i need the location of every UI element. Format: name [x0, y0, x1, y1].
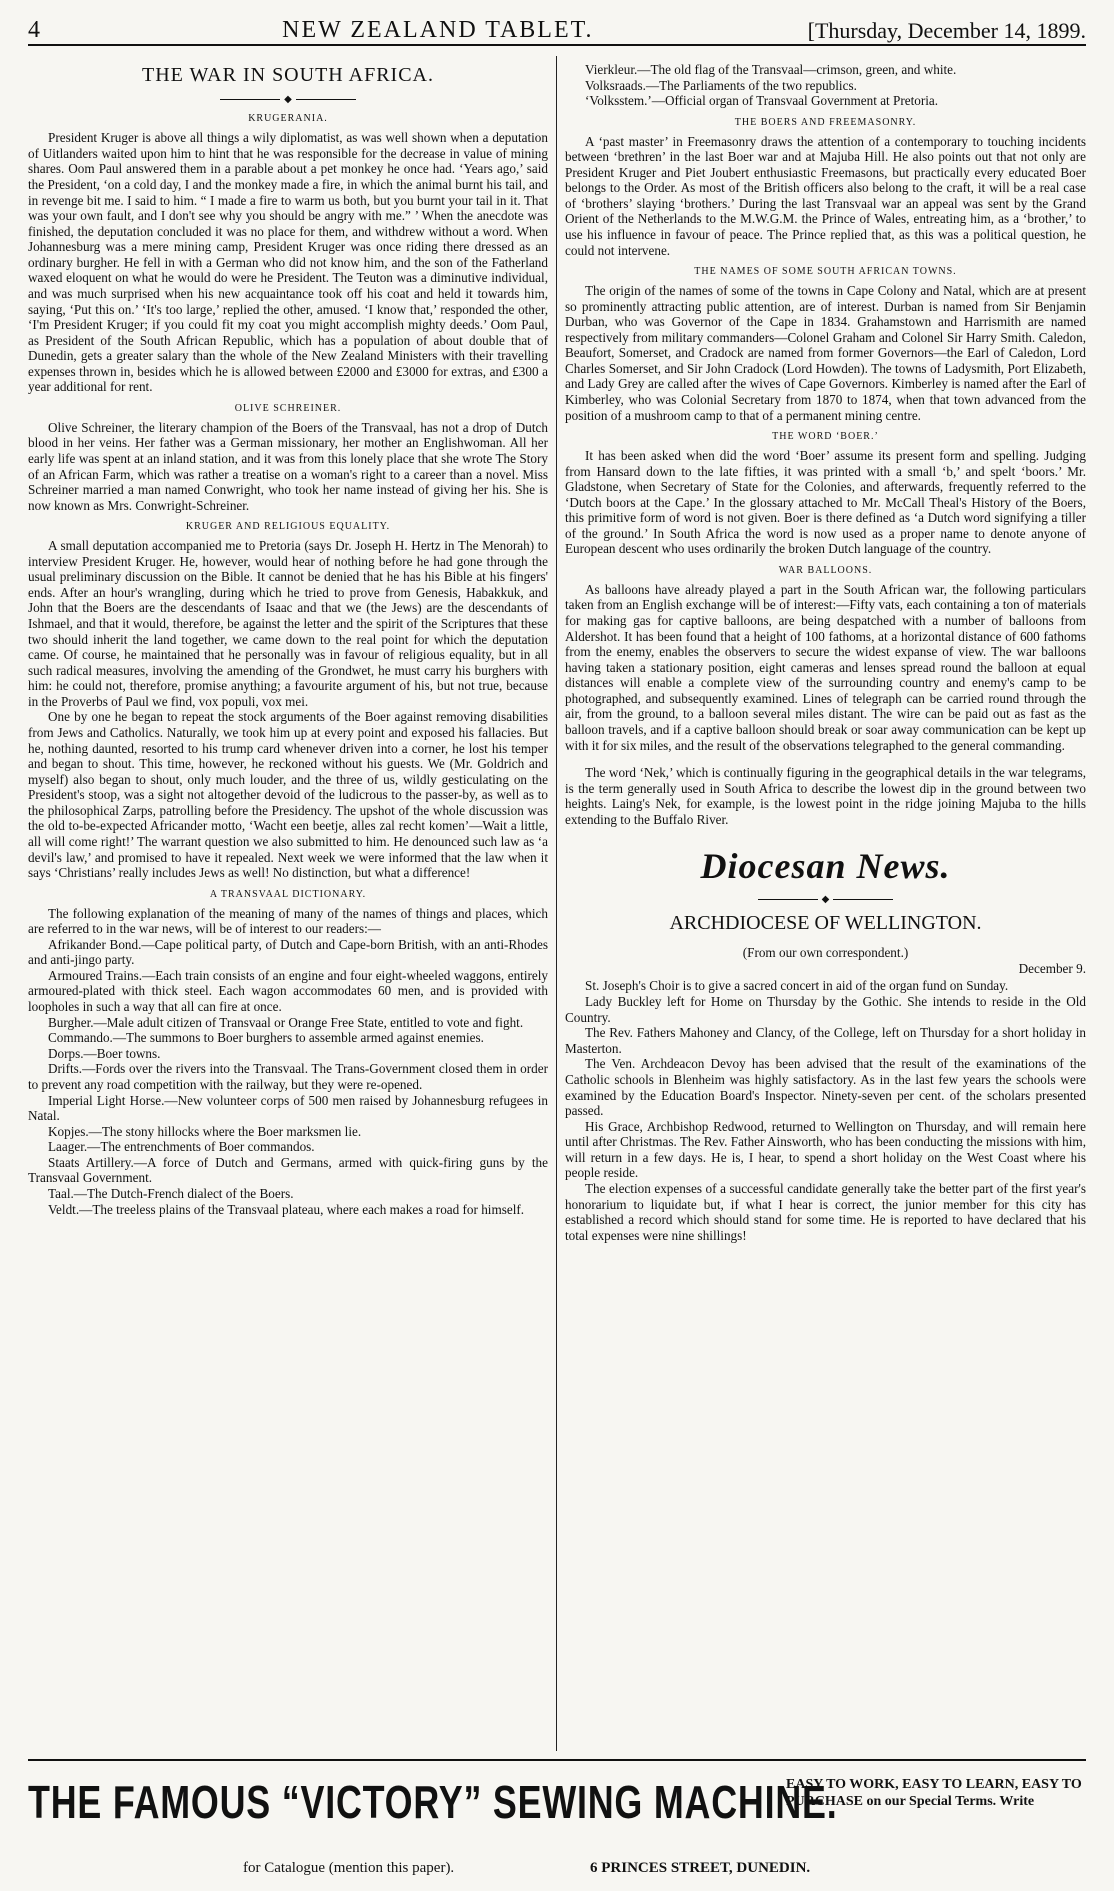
- dispatch-date: December 9.: [1018, 960, 1086, 976]
- archdiocese-title: ARCHDIOCESE OF WELLINGTON.: [669, 911, 982, 934]
- ad-address: 6 PRINCES STREET, DUNEDIN.: [590, 1860, 811, 1876]
- dictionary-entry: Staats Artillery.—A force of Dutch and Germans, armed with quick-firing guns by the Transvaal Government.: [28, 1154, 548, 1186]
- issue-date: [Thursday, December 14, 1899.: [807, 18, 1086, 43]
- column-divider: [556, 56, 557, 1751]
- news-paragraph: The election expenses of a successful candidate generally take the better part of the first year's honorarium to liquidate but, if what I hear is correct, the junior member for this city has established a record which should stand for some time. He is reported to have declared that his total expenses were nine shillings!: [565, 1181, 1086, 1243]
- section-heading: THE BOERS AND FREEMASONRY.: [734, 116, 917, 128]
- dictionary-entry: ‘Volksstem.’—Official organ of Transvaal Government at Pretoria.: [585, 93, 939, 109]
- dictionary-entry: Laager.—The entrenchments of Boer commandos.: [48, 1139, 315, 1155]
- news-paragraph: The Rev. Fathers Mahoney and Clancy, of the College, left on Thursday for a short holiday in Masterton.: [565, 1025, 1086, 1056]
- article-paragraph: A ‘past master’ in Freemasonry draws the attention of a contemporary to touching incidents between ‘brethren’ in the last Boer war and at Majuba Hill. He also points out that not only are President Kruger and Piet Joubert enthusiastic Freemasons, but practically every educated Boer belongs to the Order. As most of the British officers also belong to the craft, it will be a real case of ‘brothers’ slaying ‘brothers.’ During the last Transvaal war an appeal was sent by the Grand Orient of the Netherlands to the M.W.G.M. the Prince of Wales, entreating him, as a ‘brother,’ to use his influence in favour of peace. The Prince replied that, as this was a political question, he could not intervene.: [565, 133, 1086, 258]
- section-heading: KRUGERANIA.: [248, 113, 328, 125]
- dictionary-entry: Taal.—The Dutch-French dialect of the Boers.: [48, 1186, 294, 1201]
- dictionary-entry: Drifts.—Fords over the rivers into the Transvaal. The Trans-Government closed them in order to prevent any road competition with the railway, but they were re-opened.: [28, 1061, 548, 1092]
- article-paragraph: As balloons have already played a part in the South African war, the following particulars taken from an English exchange will be of interest:—Fifty vats, each containing a ton of materials for making gas for captive balloons, are being despatched with a number of balloons from Aldershot. It has been found that a height of 100 fathoms, at a horizontal distance of 600 fathoms from the enemy, enables the observers to secure the widest expanse of view. The war balloons having taken a stationary position, eight cameras and lenses spread round the balloon at equal distances will enable a complete view of the surrounding country and enemy's camp to be photographed, and subsequently examined. Lines of telegraph can be carried round through the air, from the ground, to a balloon several miles distant. The wire can be paid out as fast as the balloon travels, and if a captive balloon should break or soar away communication can be kept up with it for six miles, and the result of the observations telegraphed to the general commanding.: [565, 581, 1086, 753]
- dictionary-entry: Veldt.—The treeless plains of the Transvaal plateau, where each makes a road for himself.: [48, 1201, 525, 1217]
- correspondent-line: (From our own correspondent.): [742, 945, 909, 961]
- section-heading: A TRANSVAAL DICTIONARY.: [209, 888, 367, 900]
- news-paragraph: St. Joseph's Choir is to give a sacred concert in aid of the organ fund on Sunday.: [585, 978, 1009, 994]
- masthead: [28, 6, 1086, 46]
- section-heading: OLIVE SCHREINER.: [234, 403, 342, 415]
- article-paragraph: President Kruger is above all things a wily diplomatist, as was well shown when a deputation of Uitlanders waited upon him to hint that he was responsible for the decrease in value of mining shares. Oom Paul answered them in a parable about a pet monkey he once had. ‘Years ago,’ said the President, ‘on a cold day, I and the monkey made a fire, in which the animal burnt his tail, and in revenge bit me. I said to him. “ I made a fire to warm us both, but you burnt your tail in it. That was your own fault, and I don't see why you should be angry with me.” ’ When the anecdote was finished, the deputation concluded it was no place for them, and withdrew without a word. When Johannesburg was a mere mining camp, President Kruger was once riding there dressed as an ordinary burgher. He fell in with a German who did not know him, and the son of the Fatherland waxed eloquent on what he would do were he President. The Teuton was a diminutive individual, and was much surprised when his new acquaintance took off his coat and held it towards him, saying, ‘Put this on.’ ‘It's too large,’ replied the other, amused. ‘I know that,’ responded the other, ‘I'm President Kruger; if you could fit my coat you might accomplish mighty deeds.’ Oom Paul, as President of the South African Republic, which has a population of about double that of Dunedin, gets a greater salary than the whole of the New Zealand Ministers with their travelling expenses thrown in, besides which he is allowed between £2000 and £3000 for extras, and £300 a year additional for rent.: [28, 130, 548, 395]
- news-paragraph: The Ven. Archdeacon Devoy has been advised that the result of the examinations of the Catholic schools in Blenheim was highly satisfactory. As in the last few years the schools were examined by the Education Board's Inspector. Ninety-seven per cent. of the scholars presented passed.: [565, 1056, 1086, 1119]
- ad-tagline: EASY TO WORK, EASY TO LEARN, EASY TO PURCHASE on our Special Terms. Write: [786, 1777, 1082, 1809]
- news-paragraph: Lady Buckley left for Home on Thursday by the Gothic. She intends to reside in the Old Country.: [565, 994, 1086, 1025]
- right-column: [565, 62, 1086, 1751]
- dictionary-entry: Commando.—The summons to Boer burghers to assemble armed against enemies.: [48, 1030, 484, 1046]
- left-column: [28, 62, 548, 1751]
- dictionary-entry: Kopjes.—The stony hillocks where the Boer marksmen lie.: [48, 1123, 362, 1139]
- section-heading: KRUGER AND RELIGIOUS EQUALITY.: [185, 521, 391, 533]
- section-heading: THE NAMES OF SOME SOUTH AFRICAN TOWNS.: [694, 266, 957, 278]
- ad-headline: THE FAMOUS “VICTORY” SEWING MACHINE.: [28, 1776, 838, 1828]
- section-heading: THE WORD ‘BOER.’: [772, 431, 879, 443]
- dictionary-entry: Armoured Trains.—Each train consists of an engine and four eight-wheeled waggons, entirely armoured-plated with thick steel. Each wagon accommodates 60 men, and is provided with loopholes in such a way that all can fire at once.: [28, 967, 548, 1015]
- article-paragraph: It has been asked when did the word ‘Boer’ assume its present form and spelling. Judging from Hansard down to the late fifties, it was printed with a small ‘b,’ and spelt ‘boors.’ Mr. Gladstone, when Secretary of State for the Colonies, and afterwards, frequently referred to the ‘Dutch boors at the Cape.’ In the glossary attached to Mr. McCall Theal's History of the Boers, this primitive form of word is not given. Boer is there defined as ‘a Dutch word signifying a tiller of the ground.’ In South Africa the word is now used as a proper name to denote anyone of European descent who uses ordinarily the broken Dutch language of the country.: [565, 447, 1086, 557]
- ad-catalogue: for Catalogue (mention this paper).: [243, 1860, 455, 1876]
- dictionary-entry: Imperial Light Horse.—New volunteer corps of 500 men raised by Johannesburg refugees in Natal.: [28, 1092, 548, 1124]
- dictionary-entry: Afrikander Bond.—Cape political party, of Dutch and Cape-born British, with an anti-Rhodes and anti-jingo party.: [28, 936, 548, 968]
- page-number: 4: [28, 17, 40, 43]
- dictionary-entry: Vierkleur.—The old flag of the Transvaal—crimson, green, and white.: [585, 62, 957, 77]
- section-heading: WAR BALLOONS.: [778, 565, 873, 576]
- dictionary-entry: Burgher.—Male adult citizen of Transvaal or Orange Free State, entitled to vote and fight.: [48, 1014, 524, 1030]
- title-ornament: ◆: [565, 894, 1086, 906]
- diocesan-news-title: Diocesan News.: [700, 846, 951, 887]
- news-paragraph: His Grace, Archbishop Redwood, returned to Wellington on Thursday, and will remain here until after Christmas. The Rev. Father Ainsworth, who has been conducting the missions with him, will return in a few days. He is, I hear, to spend a short holiday on the West Coast where his people reside.: [565, 1118, 1086, 1181]
- article-paragraph: Olive Schreiner, the literary champion of the Boers of the Transvaal, has not a drop of Dutch blood in her veins. Her father was a German missionary, her mother an Englishwoman. All her early life was spent at an inland station, and it was from this lonely place that she wrote The Story of an African Farm, which was rather a treatise on a woman's right to a career than a novel. Miss Schreiner married a man named Conwright, who took her name instead of giving her his. She is now known as Mrs. Conwright-Schreiner.: [28, 419, 548, 513]
- article-paragraph: The origin of the names of some of the towns in Cape Colony and Natal, which are at present so prominently attracting public attention, are of interest. Durban is named from Sir Benjamin Durban, who was Governor of the Cape in 1834. Grahamstown and Harrismith are named respectively from military commanders—Colonel Graham and Colonel Sir Harry Smith. Caledon, Beaufort, Somerset, and Cradock are named from former Governors—the Earl of Caledon, Lord Charles Somerset, and Sir John Cradock (Lord Howden). The towns of Ladysmith, Port Elizabeth, and Lady Grey are called after the wives of Cape Governors. Kimberley is named after the Earl of Kimberley, who was Colonial Secretary from 1870 to 1874, when that town advanced from the position of a mushroom camp to that of a permanent mining centre.: [565, 282, 1086, 423]
- dictionary-entry: Volksraads.—The Parliaments of the two republics.: [585, 77, 857, 93]
- advertisement: [28, 1759, 1086, 1881]
- paper-name: NEW ZEALAND TABLET.: [282, 17, 594, 43]
- article-paragraph: One by one he began to repeat the stock arguments of the Boer against removing disabilities from Jews and Catholics. Naturally, we took him up at every point and exposed his fallacies. But he, nothing daunted, resorted to his trump card whenever driven into a corner, he lost his temper and began to shout. This time, however, he reckoned without his guests. We (Mr. Goldrich and myself) also began to shout, only much louder, and the three of us, wildly gesticulating on the President's stoop, was a sight not altogether devoid of the ludicrous to the passer-by, as well as to the philosophical Zarps, patrolling before the Presidency. The upshot of the whole discussion was the old to-be-expected Africander motto, ‘Wacht een beetje, alles zal recht komen’—Wait a little, all will come right!’ The warrant question we also submitted to him. He denounced such law as ‘a devil's law,’ and promised to have it repealed. Next week we were informed that the law when it says ‘Christians’ really includes Jews as well! No distinction, but what a difference!: [28, 709, 548, 881]
- main-title: THE WAR IN SOUTH AFRICA.: [142, 64, 434, 86]
- title-ornament: ◆: [28, 94, 548, 106]
- nek-paragraph: The word ‘Nek,’ which is continually figuring in the geographical details in the war telegrams, is the term generally used in South Africa to describe the lowest dip in the ground between two heights. Laing's Nek, for example, is the lowest point in the ridge joining Majuba to the hills extending to the Buffalo River.: [565, 765, 1086, 827]
- article-paragraph: A small deputation accompanied me to Pretoria (says Dr. Joseph H. Hertz in The Menorah) to interview President Kruger. He, however, would hear of nothing before he had gone through the usual preliminary discussion on the Bible. It cannot be denied that he has his Bible at his fingers' ends. After an hour's wrangling, during which he tried to prove from Genesis, Habakkuk, and John that the Boers are the descendants of Isaac and that we (the Jews) are the descendants of Ishmael, and that it would, therefore, be against the letter and the spirit of the Scriptures that these two should inherit the land together, we came down to the real point for which the deputation came. Of course, he maintained that he personally was in favour of religious equality, but in all such radical measures, involving the amending of the Grondwet, he must carry his burghers with him: he could not, therefore, promise anything; a favourite argument of his, but not true, because in the Proverbs of Paul we find, vox populi, vox mei.: [28, 538, 548, 709]
- article-paragraph: The following explanation of the meaning of many of the names of things and places, which are referred to in the war news, will be of interest to our readers:—: [28, 905, 548, 937]
- dictionary-entry: Dorps.—Boer towns.: [48, 1045, 161, 1061]
